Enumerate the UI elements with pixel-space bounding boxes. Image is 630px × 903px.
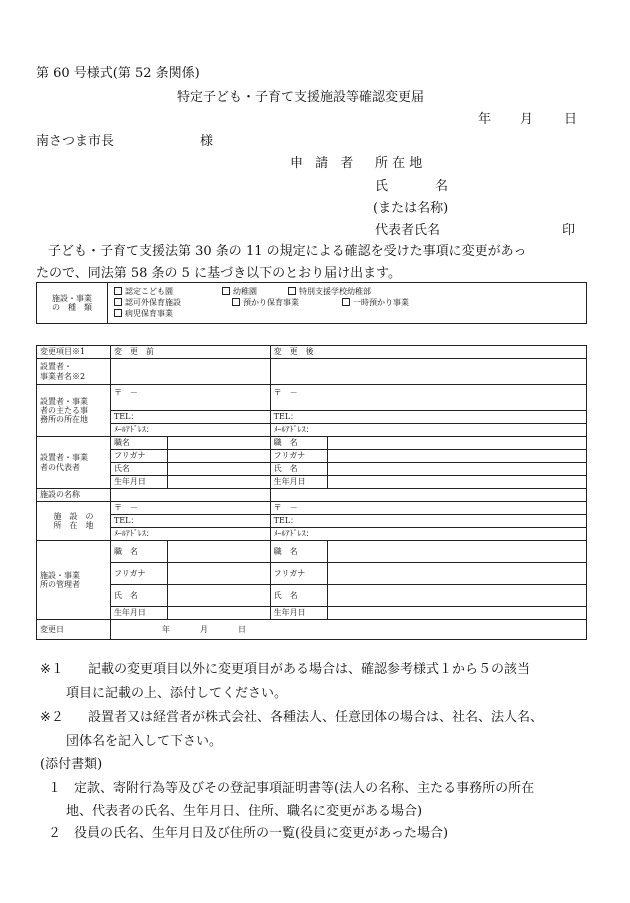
rep-after-field-label: 氏 名 [270,463,327,476]
note-2-line-1: 設置者又は経営者が株式会社、各種法人、任意団体の場合は、社名、法人名、 [88,710,544,725]
rep-label [37,437,111,489]
manager-before-field-label: 氏 名 [110,585,167,607]
manager-after-field-value[interactable] [327,541,586,563]
setter-addr-tel-after[interactable]: TEL： [270,411,586,424]
attachment-1-num: １ [48,781,62,796]
option-youchien[interactable]: 幼稚園 [222,287,288,296]
facility-type-label-1: 施設・事業 [52,293,92,303]
applicant-label: 申 請 者 [290,156,358,171]
manager-before-field-label: 職 名 [110,541,167,563]
rep-before-field-label: 職名 [110,437,167,450]
attachments-heading: (添付書類) [40,757,103,772]
option-azukari[interactable]: 預かり保育事業 [232,298,342,307]
date-year: 年 [478,112,492,127]
change-date-label: 変更日 [37,620,111,640]
date-day: 日 [564,112,578,127]
seal-mark: 印 [562,223,576,238]
note-1-mark: ※１ [40,662,64,677]
facility-addr-label-1: 施 設 の [53,511,94,521]
rep-after-field-value[interactable] [327,437,586,450]
note-1-line-1: 記載の変更項目以外に変更項目がある場合は、確認参考様式１から５の該当 [88,662,531,677]
facility-name-before[interactable] [110,489,270,502]
attachment-1-line-2: 地、代表者の氏名、生年月日、住所、職名に変更がある場合) [66,804,423,819]
checkbox-icon[interactable] [288,287,296,295]
setter-addr-postal-before[interactable]: 〒 － [110,385,270,411]
manager-before-field-label: 生年月日 [110,607,167,620]
rep-before-field-value[interactable] [167,476,270,489]
checkbox-icon[interactable] [114,298,122,306]
facility-addr-postal-before[interactable]: 〒 － [110,502,270,515]
addressee-sama: 様 [200,134,214,149]
manager-before-field-value[interactable] [167,585,270,607]
setter-addr-mail-after[interactable]: ﾒｰﾙｱﾄﾞﾚｽ： [270,424,586,437]
change-date-day: 日 [237,624,246,634]
change-table [36,345,587,640]
setter-name-label-1: 設置者・ [40,362,72,372]
facility-name-after[interactable] [270,489,586,502]
rep-before-field-value[interactable] [167,437,270,450]
rep-label-2: 者の代表者 [40,462,80,472]
facility-addr-label [37,502,111,541]
attachment-1-line-1: 定款、寄附行為等及びその登記事項証明書等(法人の名称、主たる事務所の所在 [74,781,535,796]
facility-name-label: 施設の名称 [37,489,111,502]
manager-after-field-value[interactable] [327,563,586,585]
rep-after-field-value[interactable] [327,476,586,489]
manager-after-field-value[interactable] [327,607,586,620]
setter-name-before[interactable] [110,359,270,385]
applicant-rep-label: 代表者氏名 [375,223,441,238]
checkbox-icon[interactable] [232,298,240,306]
facility-addr-mail-before[interactable]: ﾒｰﾙｱﾄﾞﾚｽ： [110,528,270,541]
manager-after-field-label: 職 名 [270,541,327,563]
facility-type-options [108,283,587,324]
form-title: 特定子ども・子育て支援施設等確認変更届 [177,90,425,105]
option-ichiji[interactable]: 一時預かり事業 [342,298,409,307]
head-before: 変 更 前 [110,346,270,359]
change-date-year: 年 [161,624,170,634]
setter-addr-label-3: 務所の所在地 [40,415,88,425]
rep-after-field-value[interactable] [327,450,586,463]
applicant-name-label2: 名 [435,179,449,194]
manager-label [37,541,111,620]
change-date-month: 月 [199,624,208,634]
body-text-line-1: 子ども・子育て支援法第 30 条の 11 の規定による確認を受けた事項に変更があっ [48,244,527,259]
manager-before-field-value[interactable] [167,541,270,563]
setter-addr-label [37,385,111,437]
setter-addr-label-2: 者の主たる事 [40,405,88,415]
rep-after-field-value[interactable] [327,463,586,476]
rep-before-field-value[interactable] [167,463,270,476]
rep-before-field-label: 生年月日 [110,476,167,489]
manager-after-field-label: 生年月日 [270,607,327,620]
attachment-2-num: ２ [48,826,62,841]
addressee-mayor: 南さつま市長 [36,134,115,149]
form-number: 第 60 号様式(第 52 条関係) [36,66,200,81]
note-2-line-2: 団体名を記入して下さい。 [66,734,223,749]
manager-label-1: 施設・事業 [40,570,80,580]
facility-addr-mail-after[interactable]: ﾒｰﾙｱﾄﾞﾚｽ： [270,528,586,541]
rep-before-field-value[interactable] [167,450,270,463]
setter-addr-mail-before[interactable]: ﾒｰﾙｱﾄﾞﾚｽ： [110,424,270,437]
facility-addr-postal-after[interactable]: 〒 － [270,502,586,515]
facility-addr-tel-before[interactable]: TEL： [110,515,270,528]
attachment-2-line-1: 役員の氏名、生年月日及び住所の一覧(役員に変更があった場合) [74,826,449,841]
facility-type-label-2: の 種 類 [52,303,92,312]
applicant-name-label: 氏 [375,179,389,194]
date-month: 月 [520,112,534,127]
change-date-value[interactable] [110,620,586,640]
manager-label-2: 所の管理者 [40,580,80,589]
setter-name-after[interactable] [270,359,586,385]
rep-before-field-label: 氏名 [110,463,167,476]
checkbox-icon[interactable] [222,287,230,295]
facility-type-table [36,282,587,324]
applicant-or-name: (または名称) [373,201,449,216]
facility-addr-label-2: 所 在 地 [53,521,94,530]
note-2-mark: ※２ [40,710,64,725]
manager-after-field-value[interactable] [327,585,586,607]
setter-addr-label-1: 設置者・事業 [40,396,88,406]
manager-before-field-value[interactable] [167,607,270,620]
checkbox-icon[interactable] [342,298,350,306]
option-nintei[interactable]: 認定こども園 [114,287,222,296]
manager-after-field-label: フリガナ [270,563,327,585]
setter-name-label [37,359,111,385]
body-text-line-2: たので、同法第 58 条の 5 に基づき以下のとおり届け出ます。 [36,266,402,281]
setter-addr-postal-after[interactable]: 〒 － [270,385,586,411]
manager-after-field-label: 氏 名 [270,585,327,607]
facility-addr-tel-after[interactable]: TEL： [270,515,586,528]
setter-name-label-2: 事業者名※2 [40,371,86,381]
rep-before-field-label: フリガナ [110,450,167,463]
rep-after-field-label: 生年月日 [270,476,327,489]
option-byouji[interactable]: 病児保育事業 [114,309,173,318]
manager-before-field-value[interactable] [167,563,270,585]
option-tokubetsu[interactable]: 特別支援学校幼稚部 [288,287,371,296]
rep-label-1: 設置者・事業 [40,453,88,463]
head-item: 変更項目※1 [37,346,111,359]
checkbox-icon[interactable] [114,309,122,317]
manager-before-field-label: フリガナ [110,563,167,585]
option-ninkagai[interactable]: 認可外保育施設 [114,298,232,307]
applicant-address-label: 所 在 地 [375,156,423,171]
note-1-line-2: 項目に記載の上、添付してください。 [66,686,288,701]
rep-after-field-label: 職 名 [270,437,327,450]
checkbox-icon[interactable] [114,287,122,295]
facility-type-label [37,283,108,324]
head-after: 変 更 後 [270,346,586,359]
setter-addr-tel-before[interactable]: TEL： [110,411,270,424]
rep-after-field-label: フリガナ [270,450,327,463]
